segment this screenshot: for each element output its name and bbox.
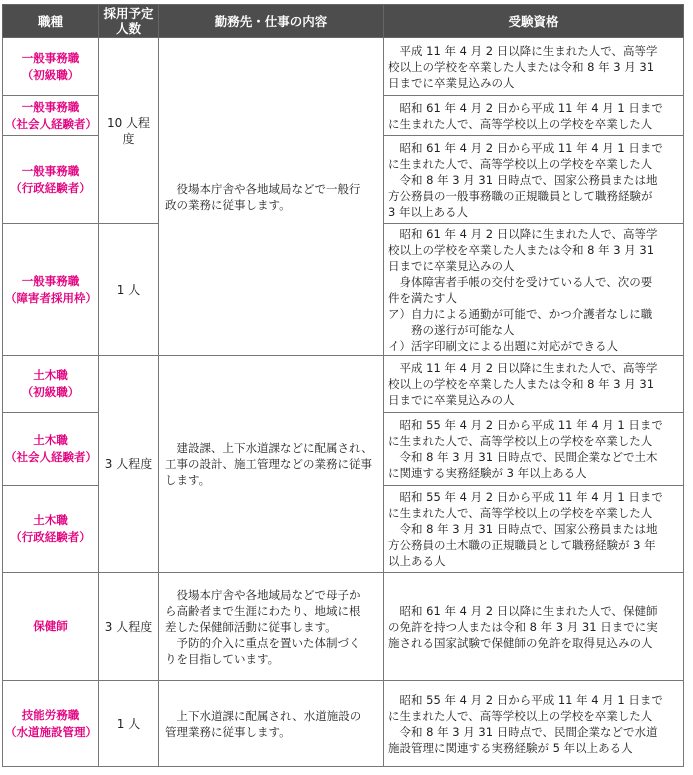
duty-line: 建設課、上下水道課などに配属され、 xyxy=(165,441,373,455)
duty-line: 差した保健師活動に従事します。 xyxy=(165,619,337,634)
job-title: 土木職 xyxy=(33,368,68,382)
qual-line: ア）自力による通勤が可能で、かつ介護者なしに職 xyxy=(388,306,653,321)
duty-cell xyxy=(159,356,384,573)
qual-line: の免許を持つ人または令和 8 年 3 月 31 日までに実 xyxy=(388,619,658,634)
qual-cell xyxy=(384,486,684,573)
qual-line: 校以上の学校を卒業した人または令和 8 年 3 月 31 xyxy=(388,242,655,257)
qual-cell xyxy=(384,224,684,356)
qual-cell xyxy=(384,573,684,681)
count-cell: 1 人 xyxy=(99,681,159,767)
qual-line: 校以上の学校を卒業した人または令和 8 年 3 月 31 xyxy=(388,59,655,74)
job-title-cell xyxy=(3,573,99,681)
job-subtitle: （社会人経験者） xyxy=(5,116,97,131)
qual-line: に生まれた人で、高等学校以上の学校を卒業した人 xyxy=(388,506,653,520)
qual-line: 令和 8 年 3 月 31 日時点で、国家公務員または地 xyxy=(388,172,658,187)
job-title-cell xyxy=(3,681,99,767)
job-title-cell xyxy=(3,224,99,356)
job-title: 土木職 xyxy=(33,433,68,447)
duty-cell xyxy=(159,38,384,356)
qual-line: 令和 8 年 3 月 31 日時点で、国家公務員または地 xyxy=(388,522,658,536)
qual-line: 3 年以上ある人 xyxy=(388,204,468,219)
qual-line: に生まれた人で、高等学校以上の学校を卒業した人 xyxy=(388,156,653,171)
duty-line: 工事の設計、施工管理などの業務に従事 xyxy=(165,457,372,471)
qual-cell xyxy=(384,681,684,767)
qual-line: 昭和 61 年 4 月 2 日から平成 11 年 4 月 1 日まで xyxy=(388,140,663,155)
qual-line: 校以上の学校を卒業した人または令和 8 年 3 月 31 xyxy=(388,377,655,391)
header-count-line1: 採用予定 xyxy=(103,6,154,21)
qual-cell xyxy=(384,136,684,224)
qual-line: 昭和 61 年 4 月 2 日以降に生まれた人で、高等学 xyxy=(388,226,658,241)
duty-line: 予防的介入に重点を置いた体制づく xyxy=(165,635,361,650)
qual-line: 方公務員の土木職の正規職員として職務経験が 3 年 xyxy=(388,538,656,552)
qual-line: 昭和 55 年 4 月 2 日から平成 11 年 4 月 1 日まで xyxy=(388,418,663,432)
table-row xyxy=(3,573,684,681)
duty-line: 役場本庁舎や各地域局などで一般行 xyxy=(165,181,361,196)
qual-line: 件を満たす人 xyxy=(388,290,457,305)
qual-line: 以上ある人 xyxy=(388,554,446,568)
qual-cell xyxy=(384,356,684,413)
header-count xyxy=(99,5,159,38)
header-duty: 勤務先・仕事の内容 xyxy=(159,5,384,38)
qual-line: 平成 11 年 4 月 2 日以降に生まれた人で、高等学 xyxy=(388,43,658,58)
duty-line: 役場本庁舎や各地域局などで母子か xyxy=(165,587,361,602)
count-cell: 10 人程度 xyxy=(99,38,159,224)
qual-line: に生まれた人で、高等学校以上の学校を卒業した人 xyxy=(388,434,653,448)
job-subtitle: （初級職） xyxy=(21,67,80,82)
qual-line: 務の遂行が可能な人 xyxy=(388,322,515,337)
count-cell: 3 人程度 xyxy=(99,356,159,573)
qual-line: 昭和 55 年 4 月 2 日から平成 11 年 4 月 1 日まで xyxy=(388,490,663,504)
job-subtitle: （社会人経験者） xyxy=(5,450,97,464)
qual-line: に生まれた人で、高等学校以上の学校を卒業した人 xyxy=(388,708,653,723)
job-subtitle: （障害者採用枠） xyxy=(5,290,97,305)
job-subtitle: （行政経験者） xyxy=(10,180,91,195)
qual-line: 日までに卒業見込みの人 xyxy=(388,393,515,407)
duty-cell xyxy=(159,573,384,681)
qual-line: 身体障害者手帳の交付を受けている人で、次の要 xyxy=(388,274,653,289)
count-cell: 3 人程度 xyxy=(99,573,159,681)
duty-line: します。 xyxy=(165,473,211,487)
qual-line: 昭和 61 年 4 月 2 日から平成 11 年 4 月 1 日まで xyxy=(388,100,663,115)
qual-cell xyxy=(384,413,684,486)
job-title: 保健師 xyxy=(33,619,68,633)
count-cell: 1 人 xyxy=(99,224,159,356)
job-title: 技能労務職 xyxy=(21,707,80,722)
duty-line: ら高齢者まで生涯にわたり、地域に根 xyxy=(165,603,361,618)
duty-line: 上下水道課に配属され、水道施設の xyxy=(165,708,362,723)
qual-line: 昭和 55 年 4 月 2 日から平成 11 年 4 月 1 日まで xyxy=(388,692,663,707)
job-title: 一般事務職 xyxy=(21,99,80,114)
qual-line: 令和 8 年 3 月 31 日時点で、民間企業などで水道 xyxy=(388,724,658,739)
job-title-cell xyxy=(3,38,99,96)
duty-line: 管理業務に従事します。 xyxy=(165,724,291,739)
job-title: 土木職 xyxy=(33,513,68,527)
duty-line: りを目指しています。 xyxy=(165,651,280,666)
job-title: 一般事務職 xyxy=(21,273,80,288)
table-row xyxy=(3,681,684,767)
header-job: 職種 xyxy=(3,5,99,38)
qual-line: 日までに卒業見込みの人 xyxy=(388,75,515,90)
qual-line: 施設管理に関連する実務経験が 5 年以上ある人 xyxy=(388,740,633,755)
qual-line: 方公務員の一般事務職の正規職員として職務経験が xyxy=(388,188,653,203)
job-title-cell xyxy=(3,96,99,136)
header-count-line2: 人数 xyxy=(115,21,141,36)
qual-line: 施される国家試験で保健師の免許を取得見込みの人 xyxy=(388,635,653,650)
job-title-cell xyxy=(3,356,99,413)
recruitment-table xyxy=(2,4,684,767)
qual-line: イ）活字印刷文による出題に対応ができる人 xyxy=(388,338,618,353)
table-row xyxy=(3,356,684,413)
job-title: 一般事務職 xyxy=(21,50,80,65)
job-title-cell xyxy=(3,136,99,224)
duty-line: 政の業務に従事します。 xyxy=(165,197,291,212)
job-title-cell xyxy=(3,413,99,486)
job-title: 一般事務職 xyxy=(21,163,80,178)
table-header-row xyxy=(3,5,684,38)
job-subtitle: （行政経験者） xyxy=(10,530,91,544)
job-title-cell xyxy=(3,486,99,573)
qual-line: 平成 11 年 4 月 2 日以降に生まれた人で、高等学 xyxy=(388,361,658,375)
header-qual: 受験資格 xyxy=(384,5,684,38)
qual-line: に関連する実務経験が 3 年以上ある人 xyxy=(388,466,587,480)
qual-cell xyxy=(384,96,684,136)
qual-line: 日までに卒業見込みの人 xyxy=(388,258,515,273)
qual-line: 令和 8 年 3 月 31 日時点で、民間企業などで土木 xyxy=(388,450,658,464)
qual-line: 昭和 61 年 4 月 2 日以降に生まれた人で、保健師 xyxy=(388,603,658,618)
job-subtitle: （水道施設管理） xyxy=(5,724,97,739)
job-subtitle: （初級職） xyxy=(21,385,80,399)
qual-cell xyxy=(384,38,684,96)
qual-line: に生まれた人で、高等学校以上の学校を卒業した人 xyxy=(388,116,653,131)
table-row xyxy=(3,38,684,96)
duty-cell xyxy=(159,681,384,767)
